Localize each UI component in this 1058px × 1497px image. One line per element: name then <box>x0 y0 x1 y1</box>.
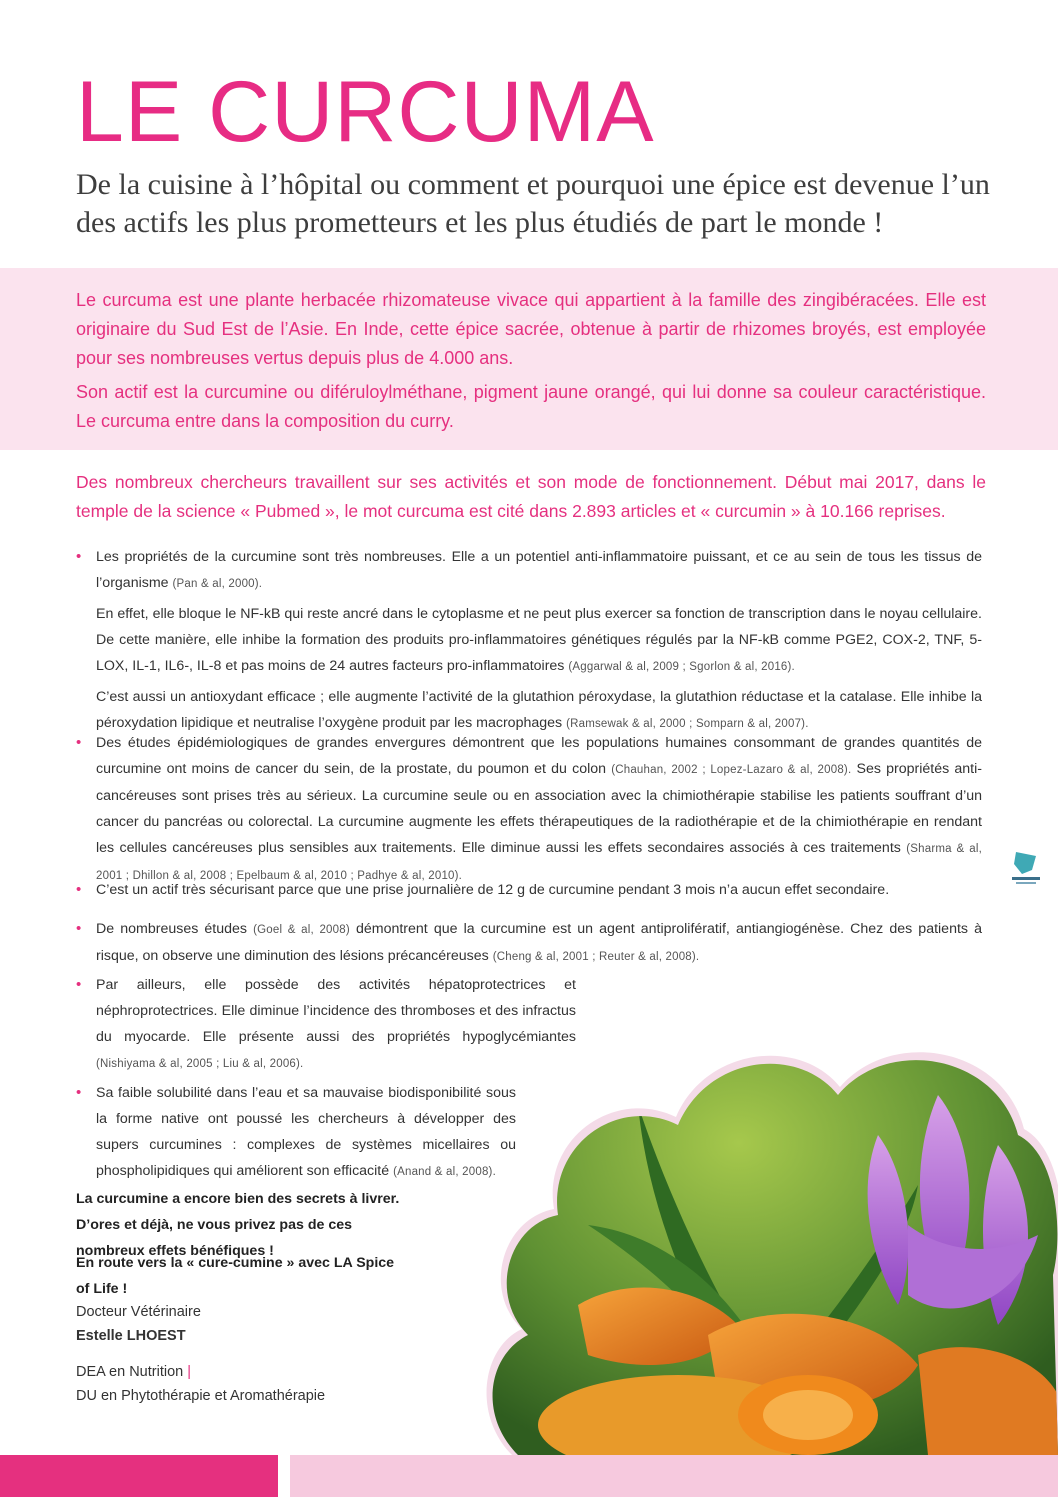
citation: (Goel & al, 2008) <box>253 924 350 936</box>
bullet-text: Par ailleurs, elle possède des activités hépatoprotectrices et néphroprotectrices. Elle diminue l’incidence des thromboses et des infractus du myocarde. Elle présente aussi des propriétés hypoglycémiantes <box>96 977 576 1045</box>
bullet-paragraph <box>96 544 982 597</box>
bullet-dot-icon: • <box>76 976 82 993</box>
citation: (Anand & al, 2008). <box>393 1166 496 1178</box>
highlight-band <box>0 268 1058 450</box>
list-item <box>76 877 982 907</box>
separator: | <box>187 1364 192 1380</box>
bullet-dot-icon: • <box>76 734 82 751</box>
signature-degree-line <box>76 1360 436 1384</box>
citation: (Ramsewak & al, 2000 ; Somparn & al, 2007). <box>566 718 809 730</box>
signature-degree-2: DU en Phytothérapie et Aromathérapie <box>76 1388 326 1404</box>
bullet-text: En effet, elle bloque le NF-kB qui reste ancré dans le cytoplasme et ne peut plus exercer sa fonction de transcription dans le noyau cellulaire. De cette manière, elle inhibe la formation des produits pro-inflammatoires génétiques régulés par la NF-kB comme PGE2, COX-2, TNF, 5-LOX, IL-1, IL6-, IL-8 et pas moins de 24 autres facteurs pro-inflammatoires <box>96 606 982 674</box>
citation: (Nishiyama & al, 2005 ; Liu & al, 2006). <box>96 1058 304 1070</box>
bullet-text: Ses propriétés anti-cancéreuses sont prises très au sérieux. La curcumine seule ou en association avec la chimiothérapie stabilise les patients souffrant d’un cancer du pancréas ou colorectal. La curcumine augmente les effets thérapeutiques de la radiothérapie et de la chimiothérapie en rendant les cellules cancéreuses plus sensibles aux traitements. Elle diminue aussi les effets secondaires associés à ces traitements <box>96 761 982 856</box>
citation: (Chauhan, 2002 ; Lopez-Lazaro & al, 2008). <box>611 764 852 776</box>
bullet-dot-icon: • <box>76 548 82 565</box>
bullet-text: Les propriétés de la curcumine sont très nombreuses. Elle a un potentiel anti-inflammatoire puissant, et ce au sein de tous les tissus de l’organisme <box>96 549 982 591</box>
closing-statement: La curcumine a encore bien des secrets à livrer. D’ores et déjà, ne vous privez pas de ces nombreux effets bénéfiques ! <box>76 1191 400 1259</box>
highlight-paragraph-1: Le curcuma est une plante herbacée rhizomateuse vivace qui appartient à la famille des zingibéracées. Elle est originaire du Sud Est de l’Asie. En Inde, cette épice sacrée, obtenue à partir de rhizomes broyés, est employée pour ses nombreuses vertus depuis plus de 4.000 ans. <box>76 290 986 368</box>
list-item <box>76 730 982 893</box>
list-item <box>76 916 982 974</box>
footer-bar-right <box>290 1455 1058 1497</box>
page-subtitle: De la cuisine à l’hôpital ou comment et pourquoi une épice est devenue l’un des actifs les plus prometteurs et les plus étudiés de part le monde ! <box>76 168 990 239</box>
bullet-text: C’est aussi un antioxydant efficace ; elle augmente l’activité de la glutathion péroxydase, la glutathion réductase et la catalase. Elle inhibe la péroxydation lipidique et neutralise l’oxygène produit par les macrophages <box>96 689 982 731</box>
list-item <box>76 1080 516 1189</box>
intro-paragraph: Des nombreux chercheurs travaillent sur ses activités et son mode de fonctionnement. Début mai 2017, dans le temple de la science « Pubmed », le mot curcuma est cité dans 2.893 articles et « curcumin » à 10.166 reprises. <box>76 472 986 521</box>
citation: (Sharma & al, 2001 ; Dhillon & al, 2008 ; Epelbaum & al, 2010 ; Padhye & al, 2010). <box>96 843 982 882</box>
highlight-paragraph-2: Son actif est la curcumine ou diféruloylméthane, pigment jaune orangé, qui lui donne sa couleur caractéristique. Le curcuma entre dans la composition du curry. <box>76 382 986 431</box>
bullet-paragraph <box>96 730 982 889</box>
citation: (Pan & al, 2000). <box>172 578 263 590</box>
bullet-text: De nombreuses études <box>96 921 247 937</box>
citation: (Aggarwal & al, 2009 ; Sgorlon & al, 2016). <box>568 661 795 673</box>
list-item <box>76 544 982 741</box>
bullet-paragraph <box>96 877 982 903</box>
curcuma-photo <box>478 975 1058 1455</box>
signature-spacer <box>76 1348 436 1360</box>
signature-role: Docteur Vétérinaire <box>76 1304 201 1320</box>
publisher-logo-icon <box>1008 848 1044 888</box>
citation: (Cheng & al, 2001 ; Reuter & al, 2008). <box>492 951 700 963</box>
bullet-text: Sa faible solubilité dans l’eau et sa mauvaise biodisponibilité sous la forme native ont poussé les chercheurs à développer des supers curcumines : complexes de systèmes micellaires ou phospholipidiques qui améliorent son efficacité <box>96 1085 516 1179</box>
bullet-text: démontrent que la curcumine est un agent antiprolifératif, antiangiogénèse. Chez des patients à risque, on observe une diminution des lésions précancéreuses <box>96 921 982 964</box>
bullet-paragraph <box>96 916 982 970</box>
bullet-text: C’est un actif très sécurisant parce que une prise journalière de 12 g de curcumine pendant 3 mois n’a aucun effet secondaire. <box>96 882 890 898</box>
signature-block <box>76 1300 436 1408</box>
bullet-paragraph <box>96 601 982 680</box>
bullet-dot-icon: • <box>76 920 82 937</box>
bullet-dot-icon: • <box>76 881 82 898</box>
signature-degree-1: DEA en Nutrition <box>76 1364 184 1380</box>
closing-tagline: En route vers la « cure-cumine » avec LA Spice of Life ! <box>76 1255 395 1297</box>
bullet-paragraph <box>96 1080 516 1185</box>
footer-bar-left <box>0 1455 278 1497</box>
page-title: LE CURCUMA <box>76 64 655 160</box>
signature-name: Estelle LHOEST <box>76 1328 186 1344</box>
bullet-text: Des études épidémiologiques de grandes envergures démontrent que les populations humaines consommant de grandes quantités de curcumine ont moins de cancer du sein, de la prostate, du poumon et du colon <box>96 735 982 777</box>
bullet-dot-icon: • <box>76 1084 82 1101</box>
